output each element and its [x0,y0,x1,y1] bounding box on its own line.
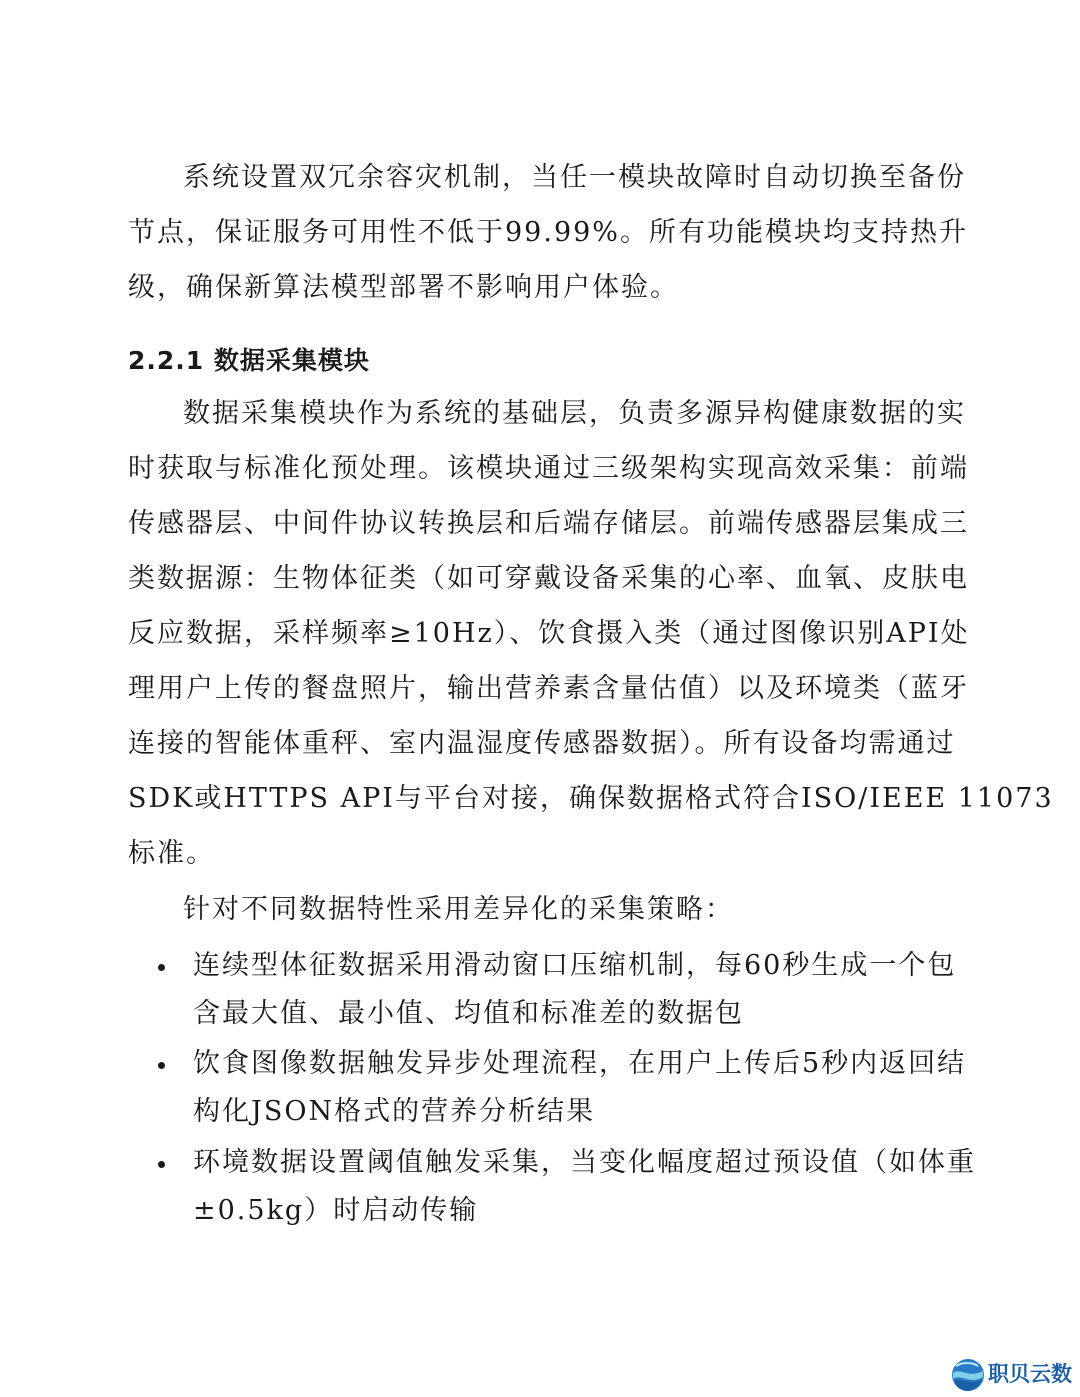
body-line: SDK或HTTPS API与平台对接，确保数据格式符合ISO/IEEE 11073 [128,783,1054,814]
body-line: 反应数据，采样频率≥10Hz）、饮食摄入类（通过图像识别API处 [128,618,970,649]
bullet-dot-icon [158,964,165,971]
bullet-line: 连续型体征数据采用滑动窗口压缩机制，每60秒生成一个包 [193,950,957,981]
body-line: 标准。 [128,838,215,869]
strategy-intro-line: 针对不同数据特性采用差异化的采集策略： [183,894,734,925]
bullet-text [193,1139,976,1235]
bullet-dot-icon [158,1161,165,1168]
intro-paragraph [128,150,968,315]
body-line: 连接的智能体重秤、室内温湿度传感器数据）。所有设备均需通过 [128,728,956,759]
intro-line: 系统设置双冗余容灾机制，当任一模块故障时自动切换至备份 [183,162,966,193]
bullet-line: 含最大值、最小值、均值和标准差的数据包 [193,998,744,1029]
body-line: 时获取与标准化预处理。该模块通过三级架构实现高效采集：前端 [128,453,969,484]
strategy-intro [128,882,948,937]
bullet-line: 构化JSON格式的营养分析结果 [193,1096,596,1127]
bullet-text [193,942,957,1038]
watermark-text: 职贝云数 [988,1362,1072,1386]
bullet-line: 环境数据设置阈值触发采集，当变化幅度超过预设值（如体重 [193,1147,976,1178]
body-line: 理用户上传的餐盘照片，输出营养素含量估值）以及环境类（蓝牙 [128,673,969,704]
body-line: 类数据源：生物体征类（如可穿戴设备采集的心率、血氧、皮肤电 [128,563,969,594]
bullet-text [193,1040,967,1136]
body-paragraph [128,386,1054,881]
wave-globe-logo-icon [950,1357,986,1393]
watermark-logo [950,1357,1078,1393]
intro-line: 级，确保新算法模型部署不影响用户体验。 [128,272,679,303]
bullet-dot-icon [158,1062,165,1069]
section-heading: 2.2.1 数据采集模块 [128,346,370,375]
intro-line: 节点，保证服务可用性不低于99.99%。所有功能模块均支持热升 [128,217,968,248]
body-line: 传感器层、中间件协议转换层和后端存储层。前端传感器层集成三 [128,508,969,539]
bullet-line: 饮食图像数据触发异步处理流程，在用户上传后5秒内返回结 [193,1048,967,1079]
body-line: 数据采集模块作为系统的基础层，负责多源异构健康数据的实 [183,398,966,429]
bullet-line: ±0.5kg）时启动传输 [193,1195,479,1226]
